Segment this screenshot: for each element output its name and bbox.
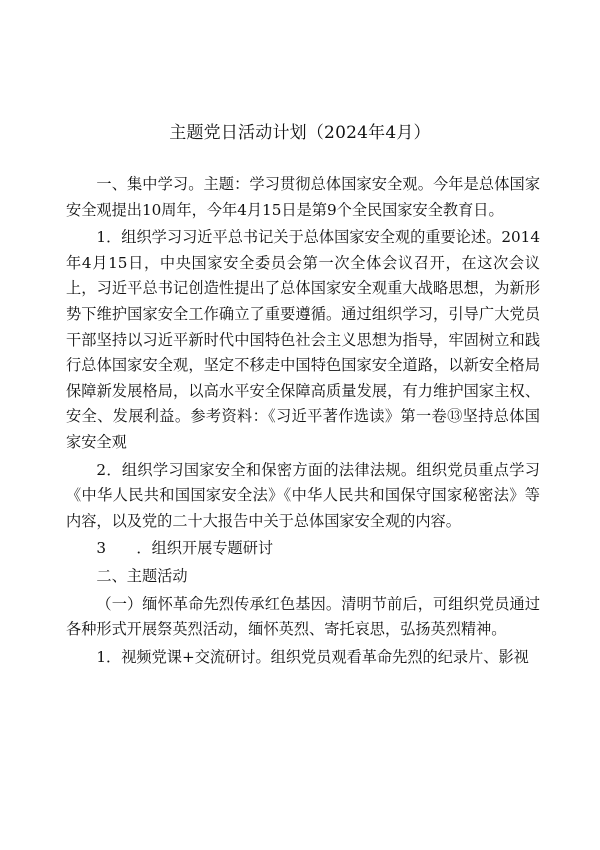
paragraph-study-laws: 2．组织学习国家安全和保密方面的法律法规。组织党员重点学习《中华人民共和国国家安全法》《中华人民共和国保守国家秘密法》等内容，以及党的二十大报告中关于总体国家安全观的内容。	[66, 460, 540, 530]
paragraph-video-lesson: 1．视频党课+交流研讨。组织党员观看革命先烈的纪录片、影视	[96, 647, 529, 666]
paragraph-focused-study: 一、集中学习。主题：学习贯彻总体国家安全观。今年是总体国家安全观提出10周年，今年4月15日是第9个全民国家安全教育日。	[66, 175, 540, 219]
document-body	[66, 172, 540, 670]
paragraph-seminar: 3 ．组织开展专题研讨	[96, 539, 274, 558]
paragraph-commemorate-martyrs: （一）缅怀革命先烈传承红色基因。清明节前后，可组织党员通过各种形式开展祭英烈活动，缅怀英烈、寄托哀思，弘扬英烈精神。	[66, 594, 540, 639]
heading-theme-activities: 二、主题活动	[96, 566, 188, 585]
paragraph-study-xi-discourse: 1．组织学习习近平总书记关于总体国家安全观的重要论述。2014年4月15日，中央国家安全委员会第一次全体会议召开，在这次会议上，习近平总书记创造性提出了总体国家安全观重大战略思想，为新形势下维护国家安全工作确立了重要遵循。通过组织学习，引导广大党员干部坚持以习近平新时代中国特色社会主义思想为指导，牢固树立和践行总体国家安全观，坚定不移走中国特色国家安全道路，以新安全格局保障新发展格局，以高水平安全保障高质量发展，有力维护国家主权、安全、发展利益。参考资料：《习近平著作选读》第一卷⑬坚持总体国家安全观	[66, 228, 540, 451]
document-title: 主题党日活动计划（2024年4月）	[169, 123, 431, 143]
